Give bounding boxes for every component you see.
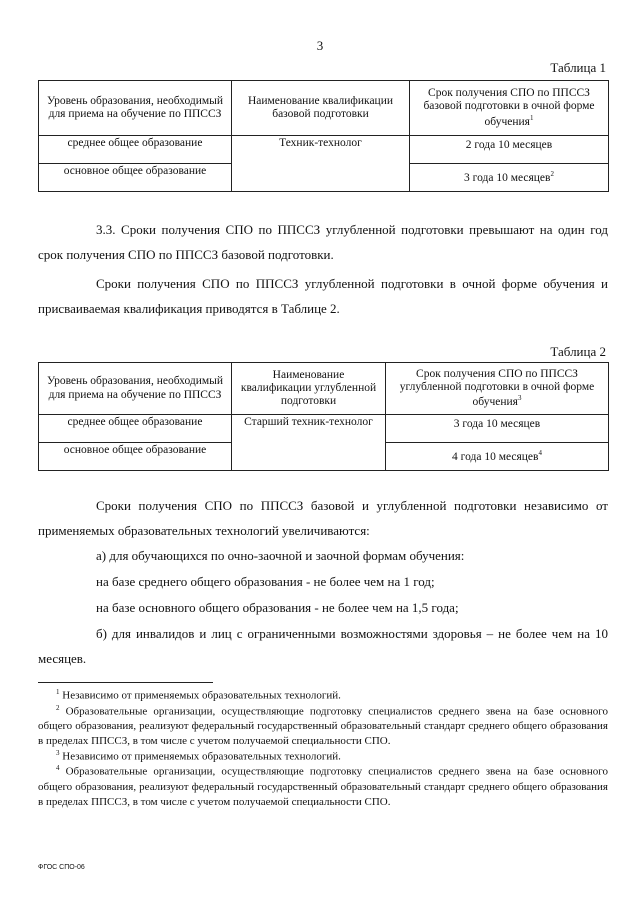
paragraph-terms-increase: Сроки получения СПО по ППССЗ базовой и углубленной подготовки независимо от применяемых образовательных технологий увеличиваются:: [38, 498, 608, 538]
footnote-ref-1: 1: [529, 113, 534, 122]
table1-caption: Таблица 1: [550, 60, 606, 75]
footnote-4: $^4$ Образовательные организации, осуществляющие подготовку специалистов среднего звена на базе основного общего образования, реализуют федеральный государственный образовательный стандарт среднего общего образования в пределах ППССЗ, в том числе с учетом получаемой специальности СПО.: [38, 764, 608, 808]
table1-header-qualification: Наименование квалификации базовой подготовки: [232, 81, 410, 136]
footnote-ref-4: 4: [538, 448, 542, 457]
table2-header-term: Срок получения СПО по ППССЗ углубленной подготовки в очной форме обучения$^3$: [386, 363, 609, 415]
table2-row2-level: основное общее образование: [39, 443, 232, 471]
table1-header-row: [39, 81, 609, 136]
table2-row1-level: среднее общее образование: [39, 415, 232, 443]
table-row: [39, 136, 609, 164]
footnote-2: $^2$ Образовательные организации, осуществляющие подготовку специалистов среднего звена на базе основного общего образования, реализуют федеральный государственный образовательный стандарт среднего общего образования в пределах ППССЗ, в том числе с учетом получаемой специальности СПО.: [38, 703, 608, 747]
table-row: [39, 415, 609, 443]
footnote-ref-3: 3: [517, 394, 522, 403]
paragraph-3-3: 3.3. Сроки получения СПО по ППССЗ углубленной подготовки превышают на один год срок получения СПО по ППССЗ базовой подготовки.: [38, 222, 608, 262]
footnote-1: $^1$ Независимо от применяемых образовательных технологий.: [56, 688, 341, 702]
table2-header-row: [39, 363, 609, 415]
table1-row1-term: 2 года 10 месяцев: [410, 136, 609, 164]
list-item: а) для обучающихся по очно-заочной и заочной формам обучения:: [96, 548, 465, 563]
document-code: ФГОС СПО-06: [38, 864, 85, 871]
page-number: 3: [316, 38, 324, 53]
list-item: на базе основного общего образования - не более чем на 1,5 года;: [96, 600, 459, 615]
footnotes: [38, 688, 608, 809]
table2-header-level: Уровень образования, необходимый для приема на обучение по ППССЗ: [39, 363, 232, 415]
table1-header-term: Срок получения СПО по ППССЗ базовой подготовки в очной форме обучения$^1$: [410, 81, 609, 136]
list-item: на базе среднего общего образования - не более чем на 1 год;: [96, 574, 435, 589]
table2-row1-term: 3 года 10 месяцев: [386, 415, 609, 443]
list-item: б) для инвалидов и лиц с ограниченными возможностями здоровья – не более чем на 10 месяцев.: [38, 626, 608, 666]
table1: [38, 80, 609, 192]
table2: [38, 362, 609, 471]
footnote-divider: [38, 682, 213, 683]
table2-caption: Таблица 2: [550, 344, 606, 359]
table2-qualification: Старший техник-технолог: [232, 415, 386, 471]
table1-row1-level: среднее общее образование: [39, 136, 232, 164]
table1-qualification: Техник-технолог: [232, 136, 410, 192]
paragraph-table2-intro: Сроки получения СПО по ППССЗ углубленной подготовки в очной форме обучения и присваиваемая квалификация приводятся в Таблице 2.: [38, 276, 608, 316]
table1-row2-term: 3 года 10 месяцев$^2$: [410, 164, 609, 192]
footnote-ref-2: 2: [550, 169, 554, 178]
table1-row2-level: основное общее образование: [39, 164, 232, 192]
footnote-3: $^3$ Независимо от применяемых образовательных технологий.: [56, 748, 341, 763]
table1-header-level: Уровень образования, необходимый для приема на обучение по ППССЗ: [39, 81, 232, 136]
table2-row2-term: 4 года 10 месяцев$^4$: [386, 443, 609, 471]
table2-header-qualification: Наименование квалификации углубленной подготовки: [232, 363, 386, 415]
